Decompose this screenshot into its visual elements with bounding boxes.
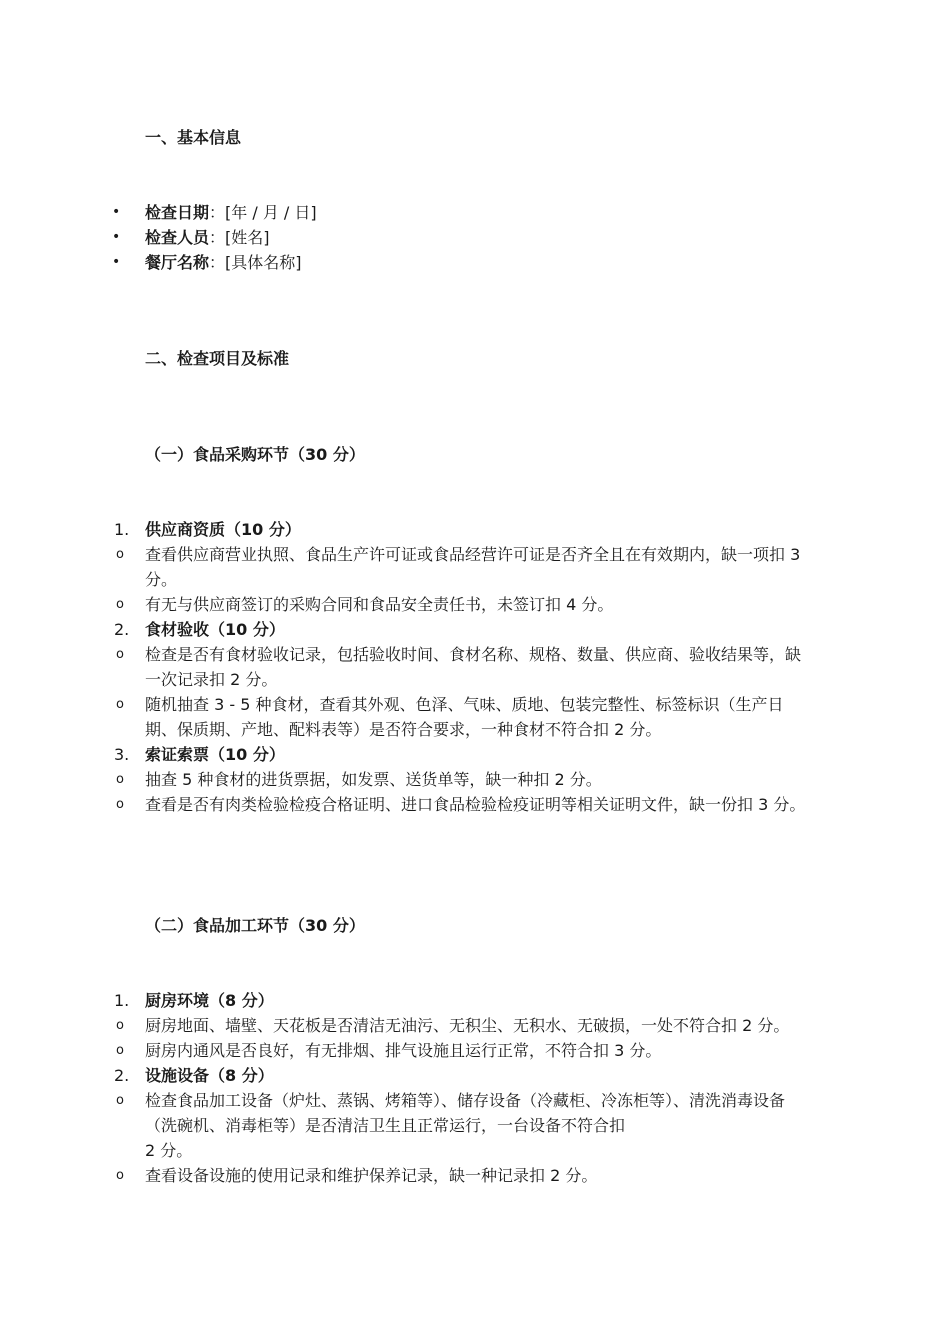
list-item — [112, 692, 812, 742]
item-certificates-invoices — [112, 742, 812, 767]
field-value: ：[年 / 月 / 日] — [209, 203, 317, 222]
sub-bullet-icon: o — [116, 1018, 124, 1033]
bullet-icon: • — [112, 204, 121, 220]
part-1-heading: （一）食品采购环节（30 分） — [145, 445, 365, 464]
field-label: 检查日期 — [145, 203, 210, 222]
item-number: 1. — [114, 520, 130, 539]
list-item — [112, 1163, 812, 1188]
sub-bullet-icon: o — [116, 797, 124, 812]
section-1-heading: 一、基本信息 — [145, 128, 242, 147]
item-text: 抽查 5 种食材的进货票据，如发票、送货单等，缺一种扣 2 分。 — [145, 770, 602, 789]
item-number: 2. — [114, 620, 130, 639]
part-2-heading: （二）食品加工环节（30 分） — [145, 916, 365, 935]
item-ingredient-acceptance — [112, 617, 812, 642]
item-number: 3. — [114, 745, 130, 764]
item-text: 检查食品加工设备（炉灶、蒸锅、烤箱等）、储存设备（冷藏柜、冷冻柜等）、清洗消毒设备（洗碗机、消毒柜等）是否清洁卫生且正常运行，一台设备不符合扣 2 分。 — [145, 1091, 786, 1160]
sub-bullet-icon: o — [116, 697, 124, 712]
item-text: 查看设备设施的使用记录和维护保养记录，缺一种记录扣 2 分。 — [145, 1166, 598, 1185]
part-2-items — [112, 988, 812, 1188]
list-item — [112, 767, 812, 792]
item-title: 厨房环境（8 分） — [145, 991, 274, 1010]
field-value: ：[具体名称] — [209, 253, 302, 272]
item-facilities-equipment — [112, 1063, 812, 1088]
item-title: 食材验收（10 分） — [145, 620, 285, 639]
list-item — [112, 642, 812, 692]
item-kitchen-environment — [112, 988, 812, 1013]
list-item — [112, 592, 812, 617]
item-text: 查看是否有肉类检验检疫合格证明、进口食品检验检疫证明等相关证明文件，缺一份扣 3 分。 — [145, 795, 806, 814]
item-text: 有无与供应商签订的采购合同和食品安全责任书，未签订扣 4 分。 — [145, 595, 614, 614]
item-text: 随机抽查 3 - 5 种食材，查看其外观、色泽、气味、质地、包装完整性、标签标识（生产日期、保质期、产地、配料表等）是否符合要求，一种食材不符合扣 2 分。 — [145, 695, 784, 739]
sub-bullet-icon: o — [116, 1168, 124, 1183]
bullet-icon: • — [112, 254, 121, 270]
item-title: 索证索票（10 分） — [145, 745, 285, 764]
part-1-items — [112, 517, 812, 817]
item-number: 1. — [114, 991, 130, 1010]
item-title: 设施设备（8 分） — [145, 1066, 274, 1085]
item-supplier-qualification — [112, 517, 812, 542]
list-item — [112, 1013, 812, 1038]
field-label: 检查人员 — [145, 228, 210, 247]
list-item — [112, 1088, 812, 1163]
sub-bullet-icon: o — [116, 1043, 124, 1058]
item-text: 厨房内通风是否良好，有无排烟、排气设施且运行正常，不符合扣 3 分。 — [145, 1041, 662, 1060]
field-label: 餐厅名称 — [145, 253, 210, 272]
sub-bullet-icon: o — [116, 597, 124, 612]
sub-bullet-icon: o — [116, 547, 124, 562]
list-item — [112, 1038, 812, 1063]
list-item — [112, 542, 812, 592]
item-number: 2. — [114, 1066, 130, 1085]
item-text: 厨房地面、墙壁、天花板是否清洁无油污、无积尘、无积水、无破损，一处不符合扣 2 分。 — [145, 1016, 790, 1035]
field-value: ：[姓名] — [209, 228, 270, 247]
list-item — [112, 792, 812, 817]
sub-bullet-icon: o — [116, 647, 124, 662]
sub-bullet-icon: o — [116, 772, 124, 787]
item-text: 检查是否有食材验收记录，包括验收时间、食材名称、规格、数量、供应商、验收结果等，缺一次记录扣 2 分。 — [145, 645, 802, 689]
item-text: 查看供应商营业执照、食品生产许可证或食品经营许可证是否齐全且在有效期内，缺一项扣 3 分。 — [145, 545, 806, 589]
section-2-heading: 二、检查项目及标准 — [145, 349, 290, 368]
bullet-icon: • — [112, 229, 121, 245]
sub-bullet-icon: o — [116, 1093, 124, 1108]
item-title: 供应商资质（10 分） — [145, 520, 301, 539]
